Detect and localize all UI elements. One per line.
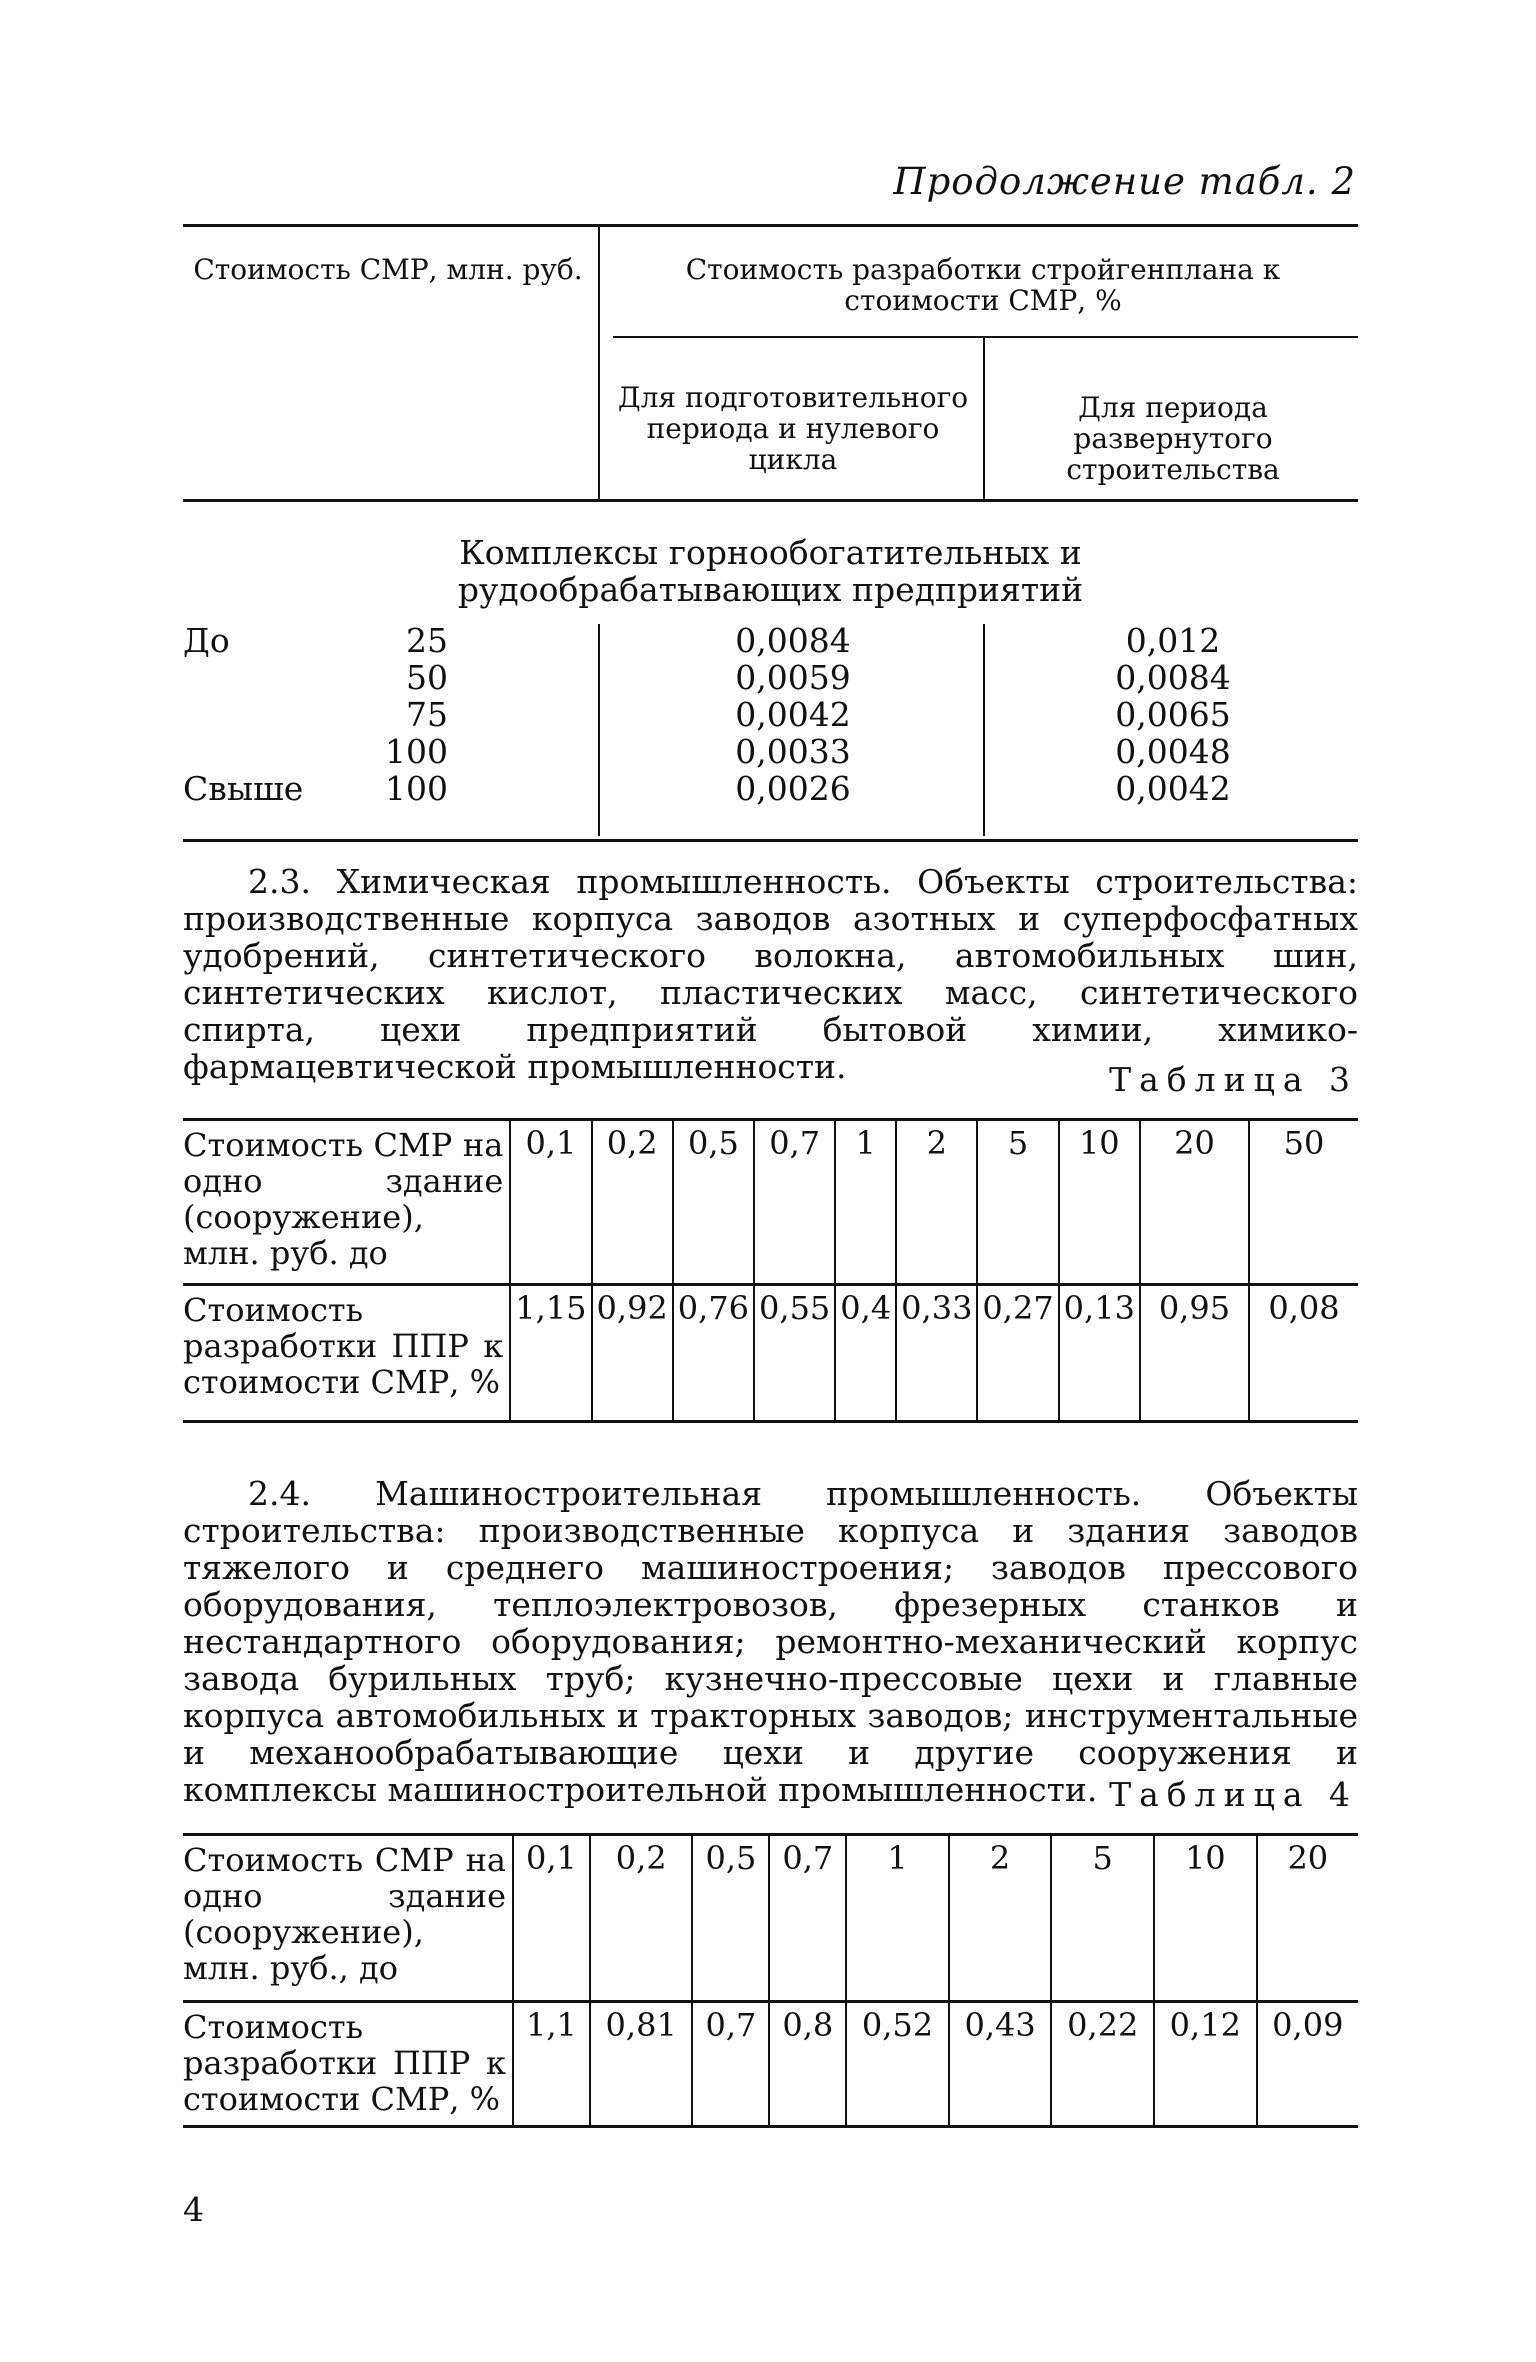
subheader-preparatory: Для подготовительного периода и нулевого цикла — [617, 381, 969, 476]
full-cell: 0,0065 — [1115, 695, 1231, 734]
prep-column — [603, 622, 983, 807]
header-bottom-rule — [183, 499, 1358, 502]
table-cell: 2 — [949, 1835, 1052, 2002]
table-continuation-label: Продолжение табл. 2 — [893, 160, 1356, 203]
table-cell: 1 — [835, 1120, 896, 1285]
table-cell: 10 — [1059, 1120, 1140, 1285]
prefix-cell: Свыше — [183, 769, 304, 808]
body-divider-2 — [983, 624, 985, 836]
cost-cell: 100 — [385, 769, 448, 808]
row-label: Стоимость разработки ППР к стоимости СМР, % — [183, 1285, 510, 1422]
table-cell: 0,52 — [846, 2002, 949, 2127]
table-3 — [183, 1118, 1358, 1423]
table-cell: 0,33 — [896, 1285, 977, 1422]
table-3-grid — [183, 1118, 1358, 1423]
cost-cell: 75 — [406, 695, 448, 734]
table-cell: 0,4 — [835, 1285, 896, 1422]
table-cell: 0,76 — [673, 1285, 754, 1422]
table-cell: 0,43 — [949, 2002, 1052, 2127]
table-cell: 20 — [1257, 1835, 1358, 2002]
cost-column — [313, 622, 448, 807]
full-cell: 0,0048 — [1115, 732, 1231, 771]
table-cell: 0,09 — [1257, 2002, 1358, 2127]
table-top-rule — [183, 224, 1358, 227]
table-cell: 1,15 — [510, 1285, 591, 1422]
row-label: Стоимость СМР на одно здание (сооружение), млн. руб., до — [183, 1841, 506, 1987]
table-3-caption: Таблица 3 — [1109, 1060, 1358, 1099]
prep-cell: 0,0042 — [735, 695, 851, 734]
table-cell: 2 — [896, 1120, 977, 1285]
table-cell: 0,7 — [754, 1120, 835, 1285]
table-cell: 0,2 — [590, 1835, 693, 2002]
table-cell: 0,22 — [1051, 2002, 1154, 2127]
table-cell: 0,81 — [590, 2002, 693, 2127]
cost-cell: 50 — [406, 658, 448, 697]
full-column — [988, 622, 1358, 807]
table-cell: 0,95 — [1140, 1285, 1249, 1422]
table-cell: 0,5 — [692, 1835, 769, 2002]
table-cell: 0,2 — [592, 1120, 673, 1285]
table-row — [183, 2002, 1358, 2127]
page-number: 4 — [183, 2190, 204, 2229]
table-cell: 0,08 — [1249, 1285, 1358, 1422]
paragraph-text: 2.4. Машиностроительная промышленность. Объекты строительства: производственные корпуса и здания заводов тяжелого и среднего машиностроения; заводов прессового оборудования, теплоэлектровозов, фрезерных станков и нестандартного оборудования; ремонтно-механический корпус завода бурильных труб; кузнечно-прессовые цехи и главные корпуса автомобильных и тракторных заводов; инструментальные и механообрабатывающие цехи и другие сооружения и комплексы машиностроительной промышленности. — [183, 1474, 1358, 1809]
col-header-ratio: Стоимость разработки стройгенплана к стоимости СМР, % — [685, 253, 1281, 317]
table-cell: 5 — [977, 1120, 1058, 1285]
subheader-divider — [983, 338, 985, 499]
prefix-column — [183, 622, 323, 807]
subheader-rule — [613, 336, 1358, 338]
paragraph-2-3 — [183, 863, 1358, 1085]
table-cell: 0,7 — [692, 2002, 769, 2127]
cost-cell: 25 — [406, 621, 448, 660]
table-cell: 0,1 — [513, 1835, 590, 2002]
table-cell: 10 — [1154, 1835, 1257, 2002]
table-2 — [183, 224, 1358, 846]
prep-cell: 0,0026 — [735, 769, 851, 808]
table-cell: 0,1 — [510, 1120, 591, 1285]
prep-cell: 0,0033 — [735, 732, 851, 771]
table-cell: 5 — [1051, 1835, 1154, 2002]
prefix-cell: До — [183, 621, 230, 660]
table-cell: 20 — [1140, 1120, 1249, 1285]
cost-cell: 100 — [385, 732, 448, 771]
row-label: Стоимость СМР на одно здание (сооружение), млн. руб. до — [183, 1126, 504, 1272]
table-row — [183, 1835, 1358, 2002]
table-4 — [183, 1833, 1358, 2128]
prep-cell: 0,0084 — [735, 621, 851, 660]
table-cell: 0,13 — [1059, 1285, 1140, 1422]
table-cell: 0,55 — [754, 1285, 835, 1422]
table-cell: 0,12 — [1154, 2002, 1257, 2127]
prep-cell: 0,0059 — [735, 658, 851, 697]
section-title: Комплексы горнообогатительных и рудообрабатывающих предприятий — [457, 533, 1084, 609]
table-cell: 0,8 — [769, 2002, 846, 2127]
table-bottom-rule — [183, 839, 1358, 842]
body-divider-1 — [598, 624, 600, 836]
table-cell: 1,1 — [513, 2002, 590, 2127]
full-cell: 0,012 — [1125, 621, 1221, 660]
table-4-grid — [183, 1833, 1358, 2128]
full-cell: 0,0084 — [1115, 658, 1231, 697]
table-row — [183, 1285, 1358, 1422]
row-label: Стоимость разработки ППР к стоимости СМР, % — [183, 2002, 513, 2127]
table-4-caption: Таблица 4 — [1109, 1775, 1358, 1814]
paragraph-text: 2.3. Химическая промышленность. Объекты строительства: производственные корпуса заводов азотных и суперфосфатных удобрений, синтетического волокна, автомобильных шин, синтетических кислот, пластических масс, синтетического спирта, цехи предприятий бытовой химии, химико-фармацевтической промышленности. — [183, 862, 1358, 1086]
table-cell: 0,7 — [769, 1835, 846, 2002]
table-cell: 50 — [1249, 1120, 1358, 1285]
table-row — [183, 1120, 1358, 1285]
subheader-full-construction: Для периода развернутого строительства — [1066, 391, 1280, 486]
table-cell: 0,92 — [592, 1285, 673, 1422]
paragraph-2-4 — [183, 1475, 1358, 1808]
table-cell: 0,5 — [673, 1120, 754, 1285]
table-cell: 1 — [846, 1835, 949, 2002]
col-header-cost: Стоимость СМР, млн. руб. — [193, 253, 583, 286]
header-divider — [598, 227, 600, 499]
full-cell: 0,0042 — [1115, 769, 1231, 808]
table-cell: 0,27 — [977, 1285, 1058, 1422]
